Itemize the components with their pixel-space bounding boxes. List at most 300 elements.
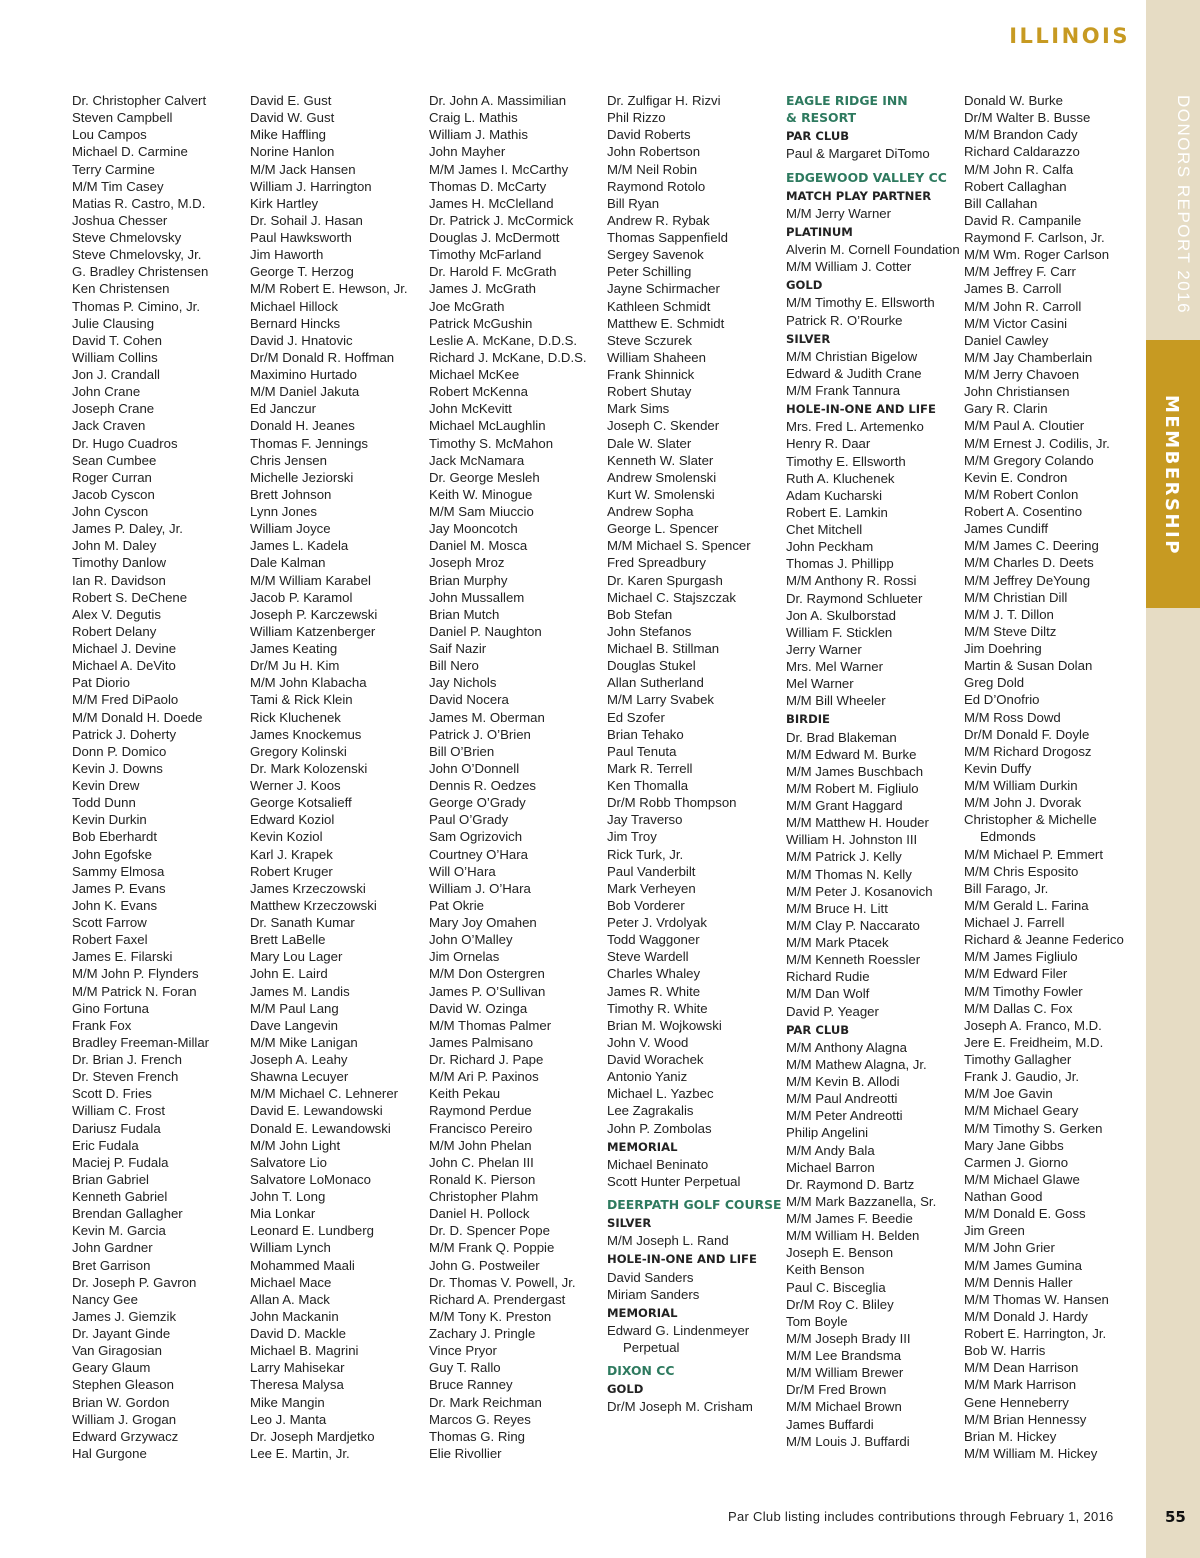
donor-name: John Mayher	[429, 144, 506, 160]
state-heading: ILLINOIS	[1009, 24, 1130, 48]
donor-name: Frank J. Gaudio, Jr.	[964, 1069, 1080, 1085]
donor-name: Dr. Jayant Ginde	[72, 1326, 171, 1341]
donor-name: Michael L. Yazbec	[607, 1086, 714, 1102]
donor-name: Julie Clausing	[72, 315, 155, 331]
donor-name: Jere E. Freidheim, M.D.	[964, 1034, 1104, 1050]
donor-name: Phil Rizzo	[607, 110, 666, 126]
donor-name: Greg Dold	[964, 675, 1025, 691]
donor-name: Chet Mitchell	[786, 522, 863, 537]
donor-name: M/M John Light	[250, 1137, 341, 1153]
donor-name: M/M Robert E. Hewson, Jr.	[250, 281, 408, 297]
donor-name: M/M Lee Brandsma	[786, 1348, 902, 1363]
donor-name: M/M John R. Carroll	[964, 298, 1082, 314]
donor-name: Dr/M Fred Brown	[786, 1382, 887, 1398]
donor-name: Courtney O’Hara	[429, 846, 528, 862]
donor-name: Joshua Chesser	[72, 212, 168, 228]
donor-name: Joseph A. Leahy	[250, 1052, 348, 1067]
donor-name: M/M Clay P. Naccarato	[786, 917, 920, 933]
donor-name: Dr. Brad Blakeman	[786, 729, 897, 745]
report-title: DONORS REPORT 2016	[1174, 95, 1193, 315]
donor-name: M/M Robert M. Figliulo	[786, 780, 919, 796]
donor-name: Raymond Perdue	[429, 1103, 532, 1119]
donor-name: M/M Joseph L. Rand	[607, 1233, 729, 1249]
donor-name: John Mackanin	[250, 1308, 339, 1324]
donor-name: Donn P. Domico	[72, 743, 167, 759]
donor-name: Christopher Plahm	[429, 1189, 539, 1204]
donor-name: Peter J. Vrdolyak	[607, 915, 707, 930]
donor-name: M/M Patrick J. Kelly	[786, 849, 902, 865]
donor-name: Bob Vorderer	[607, 897, 685, 913]
donor-name: Andrew Smolenski	[607, 469, 717, 485]
donor-name: James J. McGrath	[429, 281, 536, 297]
donor-name: Sammy Elmosa	[72, 863, 165, 879]
donor-name: Jack Craven	[72, 418, 146, 434]
donor-name: James L. Kadela	[250, 538, 349, 554]
donor-name: M/M Michael Brown	[786, 1399, 902, 1415]
donor-name: M/M Robert Conlon	[964, 486, 1079, 502]
donor-name: Bill Ryan	[607, 195, 660, 211]
donor-name: M/M Ross Dowd	[964, 709, 1061, 725]
donor-column-6	[964, 92, 1136, 1462]
donor-name: M/M Patrick N. Foran	[72, 983, 197, 999]
donor-name: William Katzenberger	[250, 623, 376, 639]
donor-name: Shawna Lecuyer	[250, 1069, 349, 1085]
donor-name: Martin & Susan Dolan	[964, 658, 1093, 674]
donor-name: Patrick R. O’Rourke	[786, 312, 903, 328]
donor-name: Carmen J. Giorno	[964, 1154, 1069, 1170]
donor-name: Leonard E. Lundberg	[250, 1223, 374, 1239]
donor-name: Charles Whaley	[607, 966, 701, 982]
donor-name: William Lynch	[250, 1240, 331, 1256]
donor-name: Miriam Sanders	[607, 1286, 700, 1302]
donor-name: M/M Thomas Palmer	[429, 1017, 552, 1033]
donor-name: Jacob P. Karamol	[250, 589, 353, 605]
donor-name: M/M Mike Lanigan	[250, 1034, 358, 1050]
donor-name: Robert Kruger	[250, 863, 333, 879]
donor-name: David T. Cohen	[72, 332, 162, 348]
donor-name: Timothy McFarland	[429, 247, 542, 263]
donor-name: Joseph Mroz	[429, 555, 505, 571]
donor-name: Mel Warner	[786, 676, 854, 692]
donor-name: Dr. Mark Kolozenski	[250, 760, 368, 776]
donor-name: Eric Fudala	[72, 1137, 139, 1153]
donor-name: Keith W. Minogue	[429, 486, 533, 502]
club-name: EAGLE RIDGE INN	[786, 93, 908, 108]
donor-name: M/M John J. Dvorak	[964, 795, 1082, 811]
donor-name: Kevin Drew	[72, 778, 140, 793]
donor-name: Dr. Joseph P. Gavron	[72, 1274, 197, 1290]
donor-name: David W. Ozinga	[429, 1000, 528, 1016]
donor-name: M/M Thomas W. Hansen	[964, 1291, 1109, 1307]
donor-name: M/M Tim Casey	[72, 178, 164, 194]
donor-name: Terry Carmine	[72, 161, 155, 177]
donor-name: Joe McGrath	[429, 298, 505, 314]
donor-name: David D. Mackle	[250, 1326, 347, 1341]
donor-name: M/M James Figliulo	[964, 949, 1078, 965]
donor-name: M/M Michael P. Emmert	[964, 846, 1103, 862]
donor-name: Paul & Margaret DiTomo	[786, 146, 930, 162]
donor-name: Adam Kucharski	[786, 487, 883, 503]
donor-name: Matias R. Castro, M.D.	[72, 195, 206, 211]
donor-name: Timothy R. White	[607, 1000, 708, 1016]
donor-name: M/M Ari P. Paxinos	[429, 1069, 539, 1085]
donor-name: John Peckham	[786, 539, 874, 555]
donor-name: Brett Johnson	[250, 486, 332, 502]
donor-name: Elie Rivollier	[429, 1445, 502, 1461]
donor-name: Dr. Mark Reichman	[429, 1394, 542, 1410]
donor-name: Gene Henneberry	[964, 1394, 1069, 1410]
donor-name: Dr/M Ju H. Kim	[250, 658, 340, 674]
donor-name: M/M Anthony Alagna	[786, 1039, 907, 1055]
giving-level: PLATINUM	[786, 224, 853, 239]
donor-column-5	[786, 92, 958, 1450]
donor-name: M/M Daniel Jakuta	[250, 384, 360, 400]
donor-name: Ed Szofer	[607, 709, 665, 725]
donor-name: M/M Charles D. Deets	[964, 555, 1094, 571]
donor-name: M/M Frank Tannura	[786, 383, 901, 398]
donor-name: Dave Langevin	[250, 1017, 338, 1033]
donor-column-1	[72, 92, 244, 1462]
donor-name: James M. Oberman	[429, 709, 545, 725]
donor-name: John Cyscon	[72, 504, 149, 519]
donor-name: John O’Malley	[429, 932, 513, 948]
donor-name: William Collins	[72, 349, 158, 365]
donor-name: James B. Carroll	[964, 281, 1062, 297]
donor-name: Richard & Jeanne Federico	[964, 932, 1124, 948]
giving-level: GOLD	[786, 278, 823, 293]
giving-level: MEMORIAL	[607, 1139, 678, 1154]
donor-name: Kevin Durkin	[72, 812, 147, 828]
donor-name: Ken Thomalla	[607, 778, 689, 793]
donor-name: M/M John Klabacha	[250, 675, 367, 691]
donor-name: Michelle Jeziorski	[250, 469, 354, 485]
donor-name: Edward Koziol	[250, 812, 335, 828]
donor-name: Dr. Thomas V. Powell, Jr.	[429, 1274, 576, 1290]
donor-name: Werner J. Koos	[250, 778, 341, 793]
donor-name: M/M Paul Andreotti	[786, 1091, 898, 1107]
donor-column-4	[607, 92, 782, 1416]
donor-name: Donald W. Burke	[964, 93, 1063, 108]
donor-name: Joseph P. Karczewski	[250, 606, 378, 622]
club-name: EDGEWOOD VALLEY CC	[786, 169, 947, 185]
donor-name: M/M Steve Diltz	[964, 623, 1057, 639]
donor-name: Fred Spreadbury	[607, 555, 706, 571]
donor-name: Leo J. Manta	[250, 1411, 327, 1427]
donor-name: M/M Gregory Colando	[964, 452, 1094, 468]
donor-name: Jay Nichols	[429, 675, 497, 691]
page-number: 55	[1165, 1508, 1186, 1526]
donor-column-2	[250, 92, 422, 1462]
donor-name: M/M James I. McCarthy	[429, 161, 569, 177]
donor-name: M/M Kevin B. Allodi	[786, 1074, 900, 1089]
donor-name: James P. Evans	[72, 880, 166, 896]
donor-name: M/M Mathew Alagna, Jr.	[786, 1056, 927, 1072]
donor-name: M/M Victor Casini	[964, 315, 1068, 331]
donor-name: Tom Boyle	[786, 1313, 848, 1329]
donor-name: Bradley Freeman-Millar	[72, 1034, 210, 1050]
donor-name: Steve Wardell	[607, 949, 689, 965]
donor-name: Robert Faxel	[72, 932, 148, 948]
donor-name: Sean Cumbee	[72, 452, 157, 468]
donor-name: Mrs. Mel Warner	[786, 659, 883, 674]
donor-name: Brian W. Gordon	[72, 1394, 170, 1410]
donor-name: Gino Fortuna	[72, 1000, 149, 1016]
donor-name: Michael Beninato	[607, 1156, 709, 1172]
donor-name: M/M John P. Flynders	[72, 966, 199, 982]
donor-name: Thomas G. Ring	[429, 1428, 526, 1444]
donor-name: Jim Ornelas	[429, 949, 500, 965]
donor-name: Paul Vanderbilt	[607, 863, 696, 879]
donor-name: Antonio Yaniz	[607, 1069, 688, 1085]
donor-name: Jim Doehring	[964, 641, 1042, 656]
donor-name: Kevin Koziol	[250, 829, 323, 845]
donor-name: M/M Michael S. Spencer	[607, 538, 751, 554]
donor-name: M/M Brian Hennessy	[964, 1411, 1087, 1427]
donor-name: Brett LaBelle	[250, 932, 326, 948]
donor-name: Roger Curran	[72, 469, 152, 485]
donor-name: David Roberts	[607, 127, 691, 143]
donor-name: Michael Barron	[786, 1159, 875, 1175]
donor-name: Kenneth W. Slater	[607, 452, 714, 468]
donor-name: M/M Matthew H. Houder	[786, 815, 929, 831]
donor-name: M/M James C. Deering	[964, 538, 1099, 554]
donor-name: Michael B. Magrini	[250, 1343, 359, 1359]
donor-name: Bernard Hincks	[250, 315, 341, 331]
donor-name: James M. Landis	[250, 983, 350, 999]
donor-name: Mark Verheyen	[607, 880, 696, 896]
donor-name: Ed D’Onofrio	[964, 692, 1040, 708]
donor-name: Alverin M. Cornell Foundation	[786, 242, 960, 257]
donor-name: M/M Peter J. Kosanovich	[786, 883, 933, 899]
donor-name: Thomas J. Phillipp	[786, 556, 894, 572]
donor-name: Jay Mooncotch	[429, 521, 518, 537]
donor-name: M/M Ernest J. Codilis, Jr.	[964, 435, 1110, 451]
donor-name: Jack McNamara	[429, 452, 525, 468]
donor-name: Gregory Kolinski	[250, 743, 347, 759]
donor-name: Mike Haffling	[250, 127, 326, 143]
donor-name: Jon A. Skulborstad	[786, 607, 896, 623]
donor-name: Kevin J. Downs	[72, 760, 163, 776]
sidebar-report-area	[1146, 0, 1200, 340]
donor-name: Frank Shinnick	[607, 367, 695, 382]
donor-name: Patrick J. O’Brien	[429, 726, 531, 742]
donor-name: Sergey Savenok	[607, 247, 704, 263]
donor-name: Thomas F. Jennings	[250, 435, 369, 451]
donor-name: Brendan Gallagher	[72, 1206, 183, 1222]
donor-name: Timothy Gallagher	[964, 1052, 1072, 1067]
donor-name: Paul O’Grady	[429, 812, 509, 828]
donor-name: Douglas J. McDermott	[429, 230, 560, 245]
donor-name: Bill Callahan	[964, 195, 1038, 211]
donor-name: David Sanders	[607, 1269, 694, 1285]
donor-name: Edward Grzywacz	[72, 1428, 179, 1444]
donor-name: Kevin M. Garcia	[72, 1223, 166, 1239]
donor-name: Michael A. DeVito	[72, 658, 176, 674]
giving-level: SILVER	[786, 331, 831, 346]
donor-name: James Palmisano	[429, 1034, 534, 1050]
donor-name: M/M Sam Miuccio	[429, 504, 534, 519]
donor-name: Jim Green	[964, 1223, 1025, 1239]
giving-level: GOLD	[607, 1382, 644, 1397]
donor-name: M/M Jeffrey DeYoung	[964, 572, 1091, 588]
donor-name: Mrs. Fred L. Artemenko	[786, 419, 924, 435]
donor-name: Andrew Sopha	[607, 504, 694, 519]
donor-name: M/M Edward M. Burke	[786, 746, 917, 762]
donor-name: M/M Mark Bazzanella, Sr.	[786, 1193, 937, 1209]
donor-name: William Shaheen	[607, 349, 706, 365]
donor-name: Dennis R. Oedzes	[429, 778, 537, 793]
donor-name: Dr/M Joseph M. Crisham	[607, 1399, 753, 1415]
donor-name: Douglas Stukel	[607, 658, 696, 674]
donor-name: M/M Dallas C. Fox	[964, 1000, 1073, 1016]
donor-name: Robert S. DeChene	[72, 589, 188, 605]
donor-name: James Cundiff	[964, 521, 1049, 537]
donor-name: M/M John R. Calfa	[964, 161, 1074, 177]
donor-name: Brian Mutch	[429, 606, 500, 622]
donor-name: David E. Gust	[250, 93, 332, 108]
donor-name: Dr. Zulfigar H. Rizvi	[607, 93, 721, 108]
donor-name: Jacob Cyscon	[72, 486, 155, 502]
donor-name: James H. McClelland	[429, 195, 554, 211]
donor-name: M/M Gerald L. Farina	[964, 897, 1089, 913]
donor-name: M/M Wm. Roger Carlson	[964, 247, 1110, 263]
donor-name: Michael McLaughlin	[429, 418, 546, 434]
donor-name: James E. Filarski	[72, 949, 173, 965]
donor-name: Scott D. Fries	[72, 1086, 152, 1102]
donor-name: John C. Phelan III	[429, 1154, 534, 1170]
donor-name: M/M John Grier	[964, 1240, 1055, 1256]
donor-name: Brian M. Wojkowski	[607, 1017, 722, 1033]
donor-name: William H. Johnston III	[786, 832, 918, 848]
donor-name: Andrew R. Rybak	[607, 212, 710, 228]
donor-name: David J. Hnatovic	[250, 332, 353, 348]
donor-name: Timothy E. Ellsworth	[786, 453, 906, 469]
donor-name: Dr. Patrick J. McCormick	[429, 212, 574, 228]
donor-name: Raymond F. Carlson, Jr.	[964, 230, 1105, 245]
donor-name: Patrick McGushin	[429, 315, 533, 331]
donor-name: Edward G. Lindenmeyer	[607, 1322, 750, 1338]
donor-name: Dr. Brian J. French	[72, 1052, 182, 1067]
donor-name: Dr. Sohail J. Hasan	[250, 212, 363, 228]
donor-name: Rick Kluchenek	[250, 709, 341, 725]
donor-name: M/M James Gumina	[964, 1257, 1082, 1273]
donor-name: M/M Frank Q. Poppie	[429, 1240, 555, 1256]
donor-name: Karl J. Krapek	[250, 846, 333, 862]
donor-name: Joseph A. Franco, M.D.	[964, 1017, 1102, 1033]
donor-column-3	[429, 92, 601, 1462]
donor-name: John G. Postweiler	[429, 1257, 540, 1273]
donor-name: James J. Giemzik	[72, 1308, 177, 1324]
donor-name: Brian Murphy	[429, 572, 508, 588]
donor-name: Steven Campbell	[72, 110, 173, 126]
donor-name: Sam Ogrizovich	[429, 829, 523, 845]
donor-name: Steve Sczurek	[607, 332, 693, 348]
donor-name: James Buffardi	[786, 1416, 874, 1432]
donor-name: M/M Jeffrey F. Carr	[964, 264, 1076, 280]
donor-name: Matthew Krzeczowski	[250, 897, 377, 913]
donor-name: Mary Jane Gibbs	[964, 1137, 1064, 1153]
donor-name: Dr. Richard J. Pape	[429, 1052, 544, 1067]
donor-name: Dr. George Mesleh	[429, 469, 540, 485]
donor-name: M/M Donald E. Goss	[964, 1206, 1086, 1222]
donor-name: Dr/M Roy C. Bliley	[786, 1296, 894, 1312]
donor-name: Daniel Cawley	[964, 332, 1049, 348]
donor-name: Steve Chmelovsky, Jr.	[72, 247, 202, 263]
donor-name: Marcos G. Reyes	[429, 1411, 531, 1427]
donor-name: Dr/M Robb Thompson	[607, 795, 737, 811]
donor-name: David Nocera	[429, 692, 509, 708]
donor-name: M/M Timothy E. Ellsworth	[786, 295, 935, 311]
donor-name: M/M Mark Harrison	[964, 1377, 1077, 1393]
donor-name: Henry R. Daar	[786, 436, 871, 452]
donor-name: Pat Diorio	[72, 675, 130, 691]
donor-name: Hal Gurgone	[72, 1445, 147, 1461]
donor-name: David Worachek	[607, 1052, 704, 1067]
donor-name: Mary Joy Omahen	[429, 915, 537, 930]
donor-name: John Stefanos	[607, 623, 692, 639]
donor-name: M/M Paul Lang	[250, 1000, 339, 1016]
donor-name: Maciej P. Fudala	[72, 1154, 169, 1170]
donor-name: M/M Bill Wheeler	[786, 693, 886, 709]
donor-name: Bret Garrison	[72, 1257, 151, 1273]
donor-name: Guy T. Rallo	[429, 1360, 501, 1376]
giving-level: PAR CLUB	[786, 129, 850, 144]
giving-level: BIRDIE	[786, 712, 830, 727]
donor-name: Mia Lonkar	[250, 1206, 316, 1222]
donor-name: George T. Herzog	[250, 264, 354, 280]
donor-name: M/M Jerry Warner	[786, 205, 892, 221]
donor-name: Lou Campos	[72, 127, 147, 143]
donor-name: G. Bradley Christensen	[72, 264, 209, 280]
donor-name: Rick Turk, Jr.	[607, 846, 684, 862]
donor-name: Van Giragosian	[72, 1343, 162, 1359]
donor-name: David E. Lewandowski	[250, 1103, 383, 1119]
donor-name: Norine Hanlon	[250, 144, 335, 160]
donor-name: Bob W. Harris	[964, 1343, 1046, 1359]
donor-name: Philip Angelini	[786, 1125, 869, 1141]
donor-name: Allan A. Mack	[250, 1291, 330, 1307]
giving-level: MEMORIAL	[607, 1305, 678, 1320]
donor-name: M/M Donald J. Hardy	[964, 1308, 1088, 1324]
section-tab	[1146, 340, 1200, 608]
sidebar-tab	[1146, 0, 1200, 1558]
donor-name: Lee Zagrakalis	[607, 1103, 694, 1119]
donor-name: Kurt W. Smolenski	[607, 486, 715, 502]
donor-name: Patrick J. Doherty	[72, 726, 177, 742]
donor-name: M/M Kenneth Roessler	[786, 952, 921, 968]
donor-name: Dale W. Slater	[607, 435, 692, 451]
donor-name: Todd Dunn	[72, 795, 136, 811]
donor-name: Dale Kalman	[250, 555, 326, 571]
donor-name: Dr. Karen Spurgash	[607, 572, 723, 588]
donor-name: George L. Spencer	[607, 521, 719, 537]
donor-name: M/M Jay Chamberlain	[964, 349, 1093, 365]
donor-name: William Joyce	[250, 521, 331, 537]
donor-name: Michael B. Stillman	[607, 641, 720, 656]
donor-name: Vince Pryor	[429, 1343, 497, 1359]
donor-name: Alex V. Degutis	[72, 606, 161, 622]
donor-name: David W. Gust	[250, 110, 335, 126]
donor-name: Robert E. Lamkin	[786, 504, 888, 520]
donor-name: M/M William Karabel	[250, 572, 371, 588]
donor-name: M/M Chris Esposito	[964, 863, 1079, 879]
donor-name: M/M Michael Glawe	[964, 1171, 1080, 1187]
donor-name: Kevin Duffy	[964, 760, 1032, 776]
donor-name: Larry Mahisekar	[250, 1360, 345, 1376]
donor-name: David R. Campanile	[964, 212, 1082, 228]
donor-name: James P. O’Sullivan	[429, 983, 546, 999]
donor-name: Leslie A. McKane, D.D.S.	[429, 332, 578, 348]
